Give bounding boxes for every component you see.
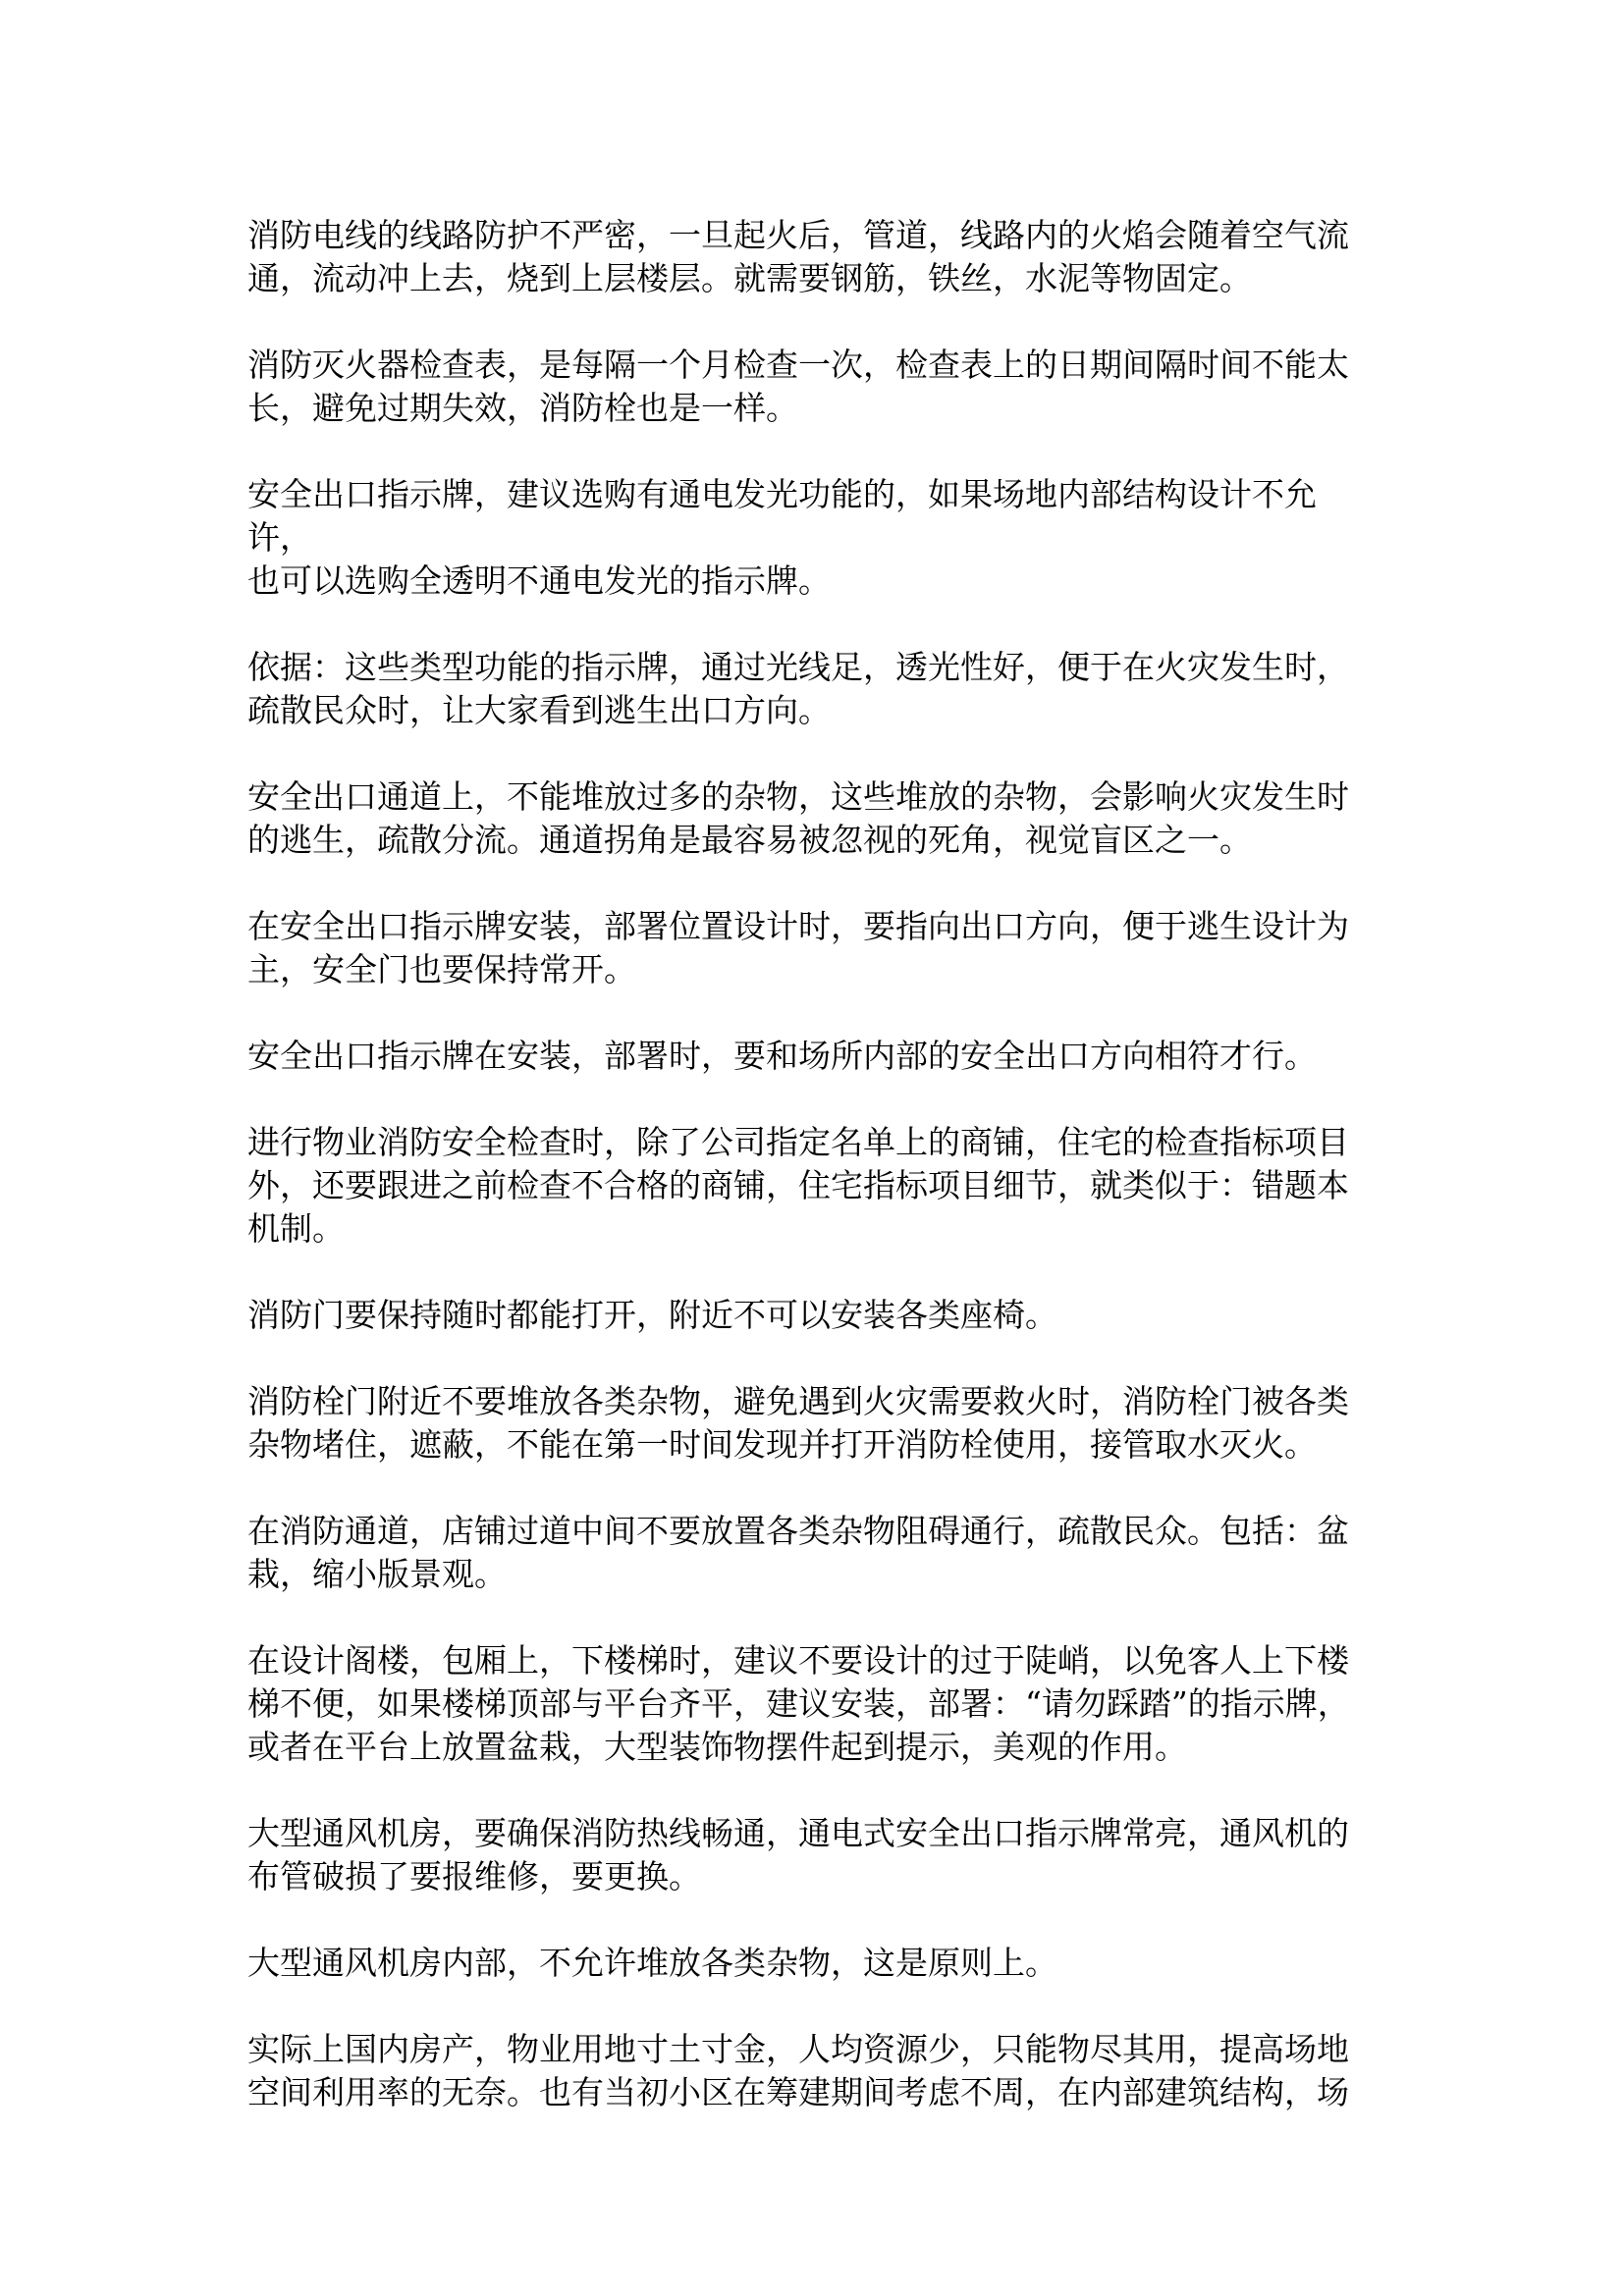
paragraph: 安全出口通道上，不能堆放过多的杂物，这些堆放的杂物，会影响火灾发生时 的逃生，疏散分流。通道拐角是最容易被忽视的死角，视觉盲区之一。	[247, 777, 1349, 859]
document-body	[247, 214, 1377, 2158]
paragraph: 在设计阁楼，包厢上，下楼梯时，建议不要设计的过于陡峭，以免客人上下楼 梯不便，如果楼梯顶部与平台齐平，建议安装，部署：“请勿踩踏”的指示牌， 或者在平台上放置盆栽，大型装饰物摆件起到提示，美观的作用。	[247, 1641, 1350, 1766]
paragraph: 在安全出口指示牌安装，部署位置设计时，要指向出口方向，便于逃生设计为 主，安全门也要保持常开。	[247, 907, 1349, 988]
paragraph: 实际上国内房产，物业用地寸土寸金，人均资源少，只能物尽其用，提高场地 空间利用率的无奈。也有当初小区在筹建期间考虑不周，在内部建筑结构，场	[247, 2030, 1349, 2111]
paragraph: 大型通风机房内部，不允许堆放各类杂物，这是原则上。	[247, 1944, 1057, 1982]
paragraph: 消防栓门附近不要堆放各类杂物，避免遇到火灾需要救火时，消防栓门被各类 杂物堵住，遮蔽，不能在第一时间发现并打开消防栓使用，接管取水灭火。	[247, 1382, 1349, 1464]
paragraph: 大型通风机房，要确保消防热线畅通，通电式安全出口指示牌常亮，通风机的 布管破损了要报维修，要更换。	[247, 1814, 1349, 1896]
paragraph: 安全出口指示牌，建议选购有通电发光功能的，如果场地内部结构设计不允许， 也可以选购全透明不通电发光的指示牌。	[247, 475, 1317, 600]
paragraph: 安全出口指示牌在安装，部署时，要和场所内部的安全出口方向相符才行。	[247, 1037, 1317, 1075]
paragraph: 消防门要保持随时都能打开，附近不可以安装各类座椅。	[247, 1296, 1057, 1334]
paragraph: 在消防通道，店铺过道中间不要放置各类杂物阻碍通行，疏散民众。包括：盆 栽，缩小版景观。	[247, 1512, 1349, 1593]
paragraph: 依据：这些类型功能的指示牌，通过光线足，透光性好，便于在火灾发生时， 疏散民众时，让大家看到逃生出口方向。	[247, 648, 1349, 729]
paragraph: 消防灭火器检查表，是每隔一个月检查一次，检查表上的日期间隔时间不能太 长，避免过期失效，消防栓也是一样。	[247, 346, 1349, 427]
paragraph: 消防电线的线路防护不严密，一旦起火后，管道，线路内的火焰会随着空气流 通，流动冲上去，烧到上层楼层。就需要钢筋，铁丝，水泥等物固定。	[247, 216, 1349, 297]
paragraph: 进行物业消防安全检查时，除了公司指定名单上的商铺，住宅的检查指标项目 外，还要跟进之前检查不合格的商铺，住宅指标项目细节，就类似于：错题本 机制。	[247, 1123, 1349, 1248]
